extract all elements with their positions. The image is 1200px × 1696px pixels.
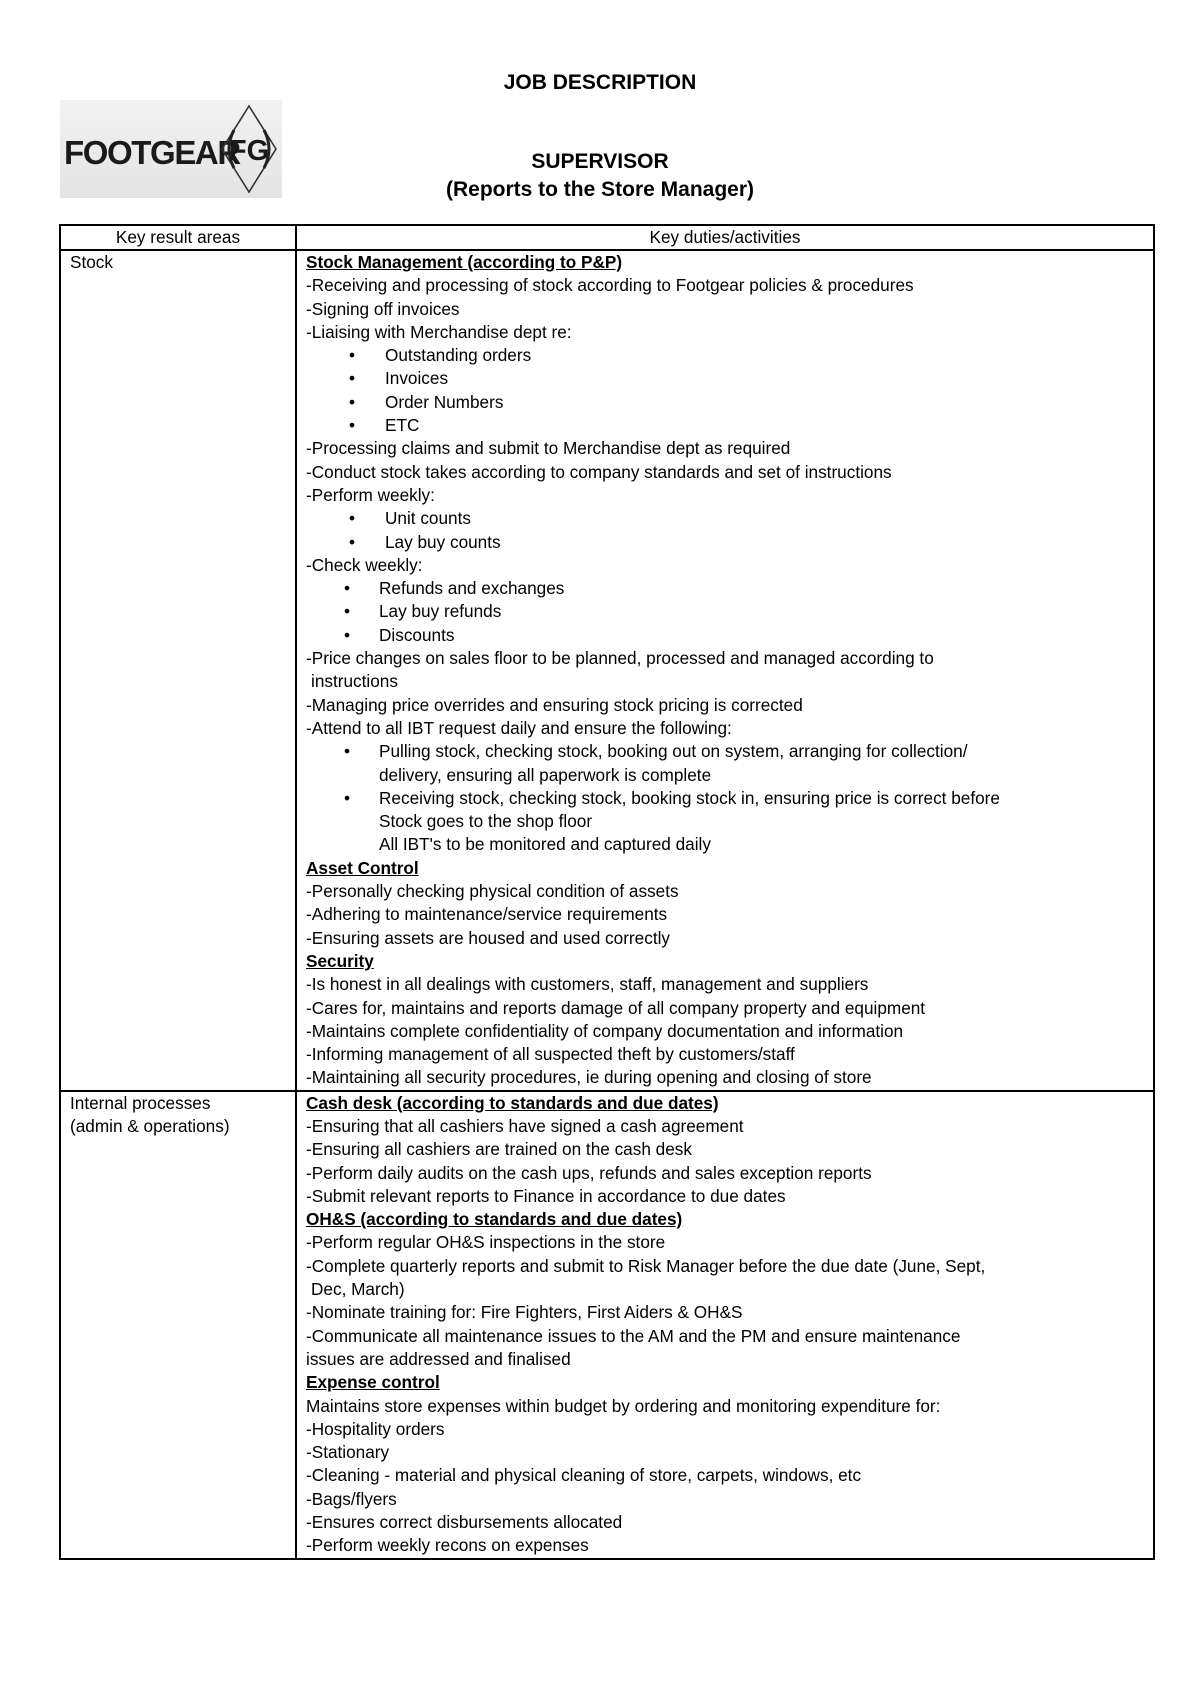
- duty-line: -Is honest in all dealings with customers, staff, management and suppliers: [306, 974, 869, 995]
- key-result-area: Internal processes: [70, 1092, 211, 1113]
- duty-line: -Maintaining all security procedures, ie during opening and closing of store: [306, 1067, 872, 1088]
- duty-line: -Price changes on sales floor to be planned, processed and managed according to: [306, 648, 934, 669]
- duty-line: -Ensuring that all cashiers have signed a cash agreement: [306, 1115, 744, 1136]
- duty-line: -Signing off invoices: [306, 298, 460, 319]
- bullet-item: • Lay buy counts: [306, 531, 1153, 554]
- role-heading: [0, 148, 1200, 204]
- key-result-area-subtitle: (admin & operations): [70, 1115, 230, 1136]
- bullet-item: • Outstanding orders: [306, 344, 1153, 367]
- bullet-item: • Invoices: [306, 367, 1153, 390]
- duty-line-continuation: Dec, March): [311, 1279, 405, 1300]
- bullet-item: • ETC: [306, 414, 1153, 437]
- duty-line: -Ensuring assets are housed and used correctly: [306, 927, 671, 948]
- section-heading: OH&S (according to standards and due dates): [306, 1209, 683, 1230]
- table-header-row: [60, 225, 1154, 250]
- duty-line: -Cleaning - material and physical cleaning of store, carpets, windows, etc: [306, 1465, 862, 1486]
- key-result-area-cell: [60, 1091, 296, 1559]
- duty-line: -Hospitality orders: [306, 1418, 445, 1439]
- duty-line: -Perform weekly recons on expenses: [306, 1535, 589, 1556]
- duties-cell: [296, 1091, 1154, 1559]
- duty-line: -Attend to all IBT request daily and ensure the following:: [306, 717, 732, 738]
- bullet-item: • Refunds and exchanges: [306, 577, 1153, 600]
- section-heading: Asset Control: [306, 857, 419, 878]
- duty-line: -Liaising with Merchandise dept re:: [306, 321, 572, 342]
- duty-line: -Managing price overrides and ensuring stock pricing is corrected: [306, 694, 803, 715]
- logo-emblem-text: FG: [228, 135, 270, 167]
- bullet-item-continuation: delivery, ensuring all paperwork is complete: [379, 764, 712, 785]
- duty-line: -Submit relevant reports to Finance in accordance to due dates: [306, 1185, 786, 1206]
- logo-wordmark: FOOTGEAR: [64, 134, 240, 171]
- section-heading: Cash desk (according to standards and due dates): [306, 1092, 719, 1113]
- duty-line: -Maintains complete confidentiality of company documentation and information: [306, 1020, 904, 1041]
- duty-line: Maintains store expenses within budget by ordering and monitoring expenditure for:: [306, 1395, 941, 1416]
- bullet-item: • Lay buy refunds: [306, 600, 1153, 623]
- job-description-table: [59, 224, 1155, 1560]
- duty-line: -Perform weekly:: [306, 484, 435, 505]
- bullet-item-continuation: All IBT's to be monitored and captured daily: [379, 834, 711, 855]
- duty-line: -Personally checking physical condition of assets: [306, 881, 679, 902]
- duty-line: -Cares for, maintains and reports damage of all company property and equipment: [306, 997, 926, 1018]
- column-header-key-duties: Key duties/activities: [296, 225, 1154, 250]
- bullet-item: • Discounts: [306, 624, 1153, 647]
- duty-line-continuation: issues are addressed and finalised: [306, 1348, 571, 1369]
- table-row: [60, 1091, 1154, 1559]
- duty-line: -Communicate all maintenance issues to the AM and the PM and ensure maintenance: [306, 1325, 961, 1346]
- duty-line: -Nominate training for: Fire Fighters, First Aiders & OH&S: [306, 1302, 743, 1323]
- duty-line: -Stationary: [306, 1442, 390, 1463]
- duty-line: -Bags/flyers: [306, 1488, 397, 1509]
- duty-line-continuation: instructions: [311, 671, 398, 692]
- duty-line: -Informing management of all suspected theft by customers/staff: [306, 1044, 795, 1065]
- duties-cell: [296, 250, 1154, 1091]
- bullet-item: • Order Numbers: [306, 391, 1153, 414]
- bullet-item: • Pulling stock, checking stock, booking out on system, arranging for collection/: [306, 740, 1153, 763]
- key-result-area: Stock: [70, 252, 113, 272]
- document-title: JOB DESCRIPTION: [503, 71, 697, 94]
- reports-to: (Reports to the Store Manager): [445, 178, 755, 201]
- duty-line: -Ensuring all cashiers are trained on the cash desk: [306, 1139, 692, 1160]
- duty-line: -Processing claims and submit to Merchandise dept as required: [306, 438, 791, 459]
- table-row: [60, 250, 1154, 1091]
- duty-line: -Check weekly:: [306, 554, 423, 575]
- bullet-item-continuation: Stock goes to the shop floor: [379, 811, 593, 832]
- bullet-item: • Receiving stock, checking stock, booking stock in, ensuring price is correct before: [306, 787, 1153, 810]
- section-heading: Expense control: [306, 1372, 440, 1393]
- bullet-item: • Unit counts: [306, 507, 1153, 530]
- duty-line: -Complete quarterly reports and submit to Risk Manager before the due date (June, Sept,: [306, 1255, 986, 1276]
- duty-line: -Perform regular OH&S inspections in the store: [306, 1232, 666, 1253]
- duty-line: -Ensures correct disbursements allocated: [306, 1512, 623, 1533]
- key-result-area-cell: [60, 250, 296, 1091]
- section-heading: Security: [306, 950, 374, 971]
- duty-line: -Adhering to maintenance/service requirements: [306, 904, 668, 925]
- column-header-key-result-areas: Key result areas: [60, 225, 296, 250]
- duty-line: -Conduct stock takes according to company standards and set of instructions: [306, 461, 892, 482]
- duty-line: -Perform daily audits on the cash ups, refunds and sales exception reports: [306, 1162, 872, 1183]
- duty-line: -Receiving and processing of stock according to Footgear policies & procedures: [306, 275, 914, 296]
- role-title: SUPERVISOR: [531, 150, 669, 173]
- section-heading: Stock Management (according to P&P): [306, 252, 623, 272]
